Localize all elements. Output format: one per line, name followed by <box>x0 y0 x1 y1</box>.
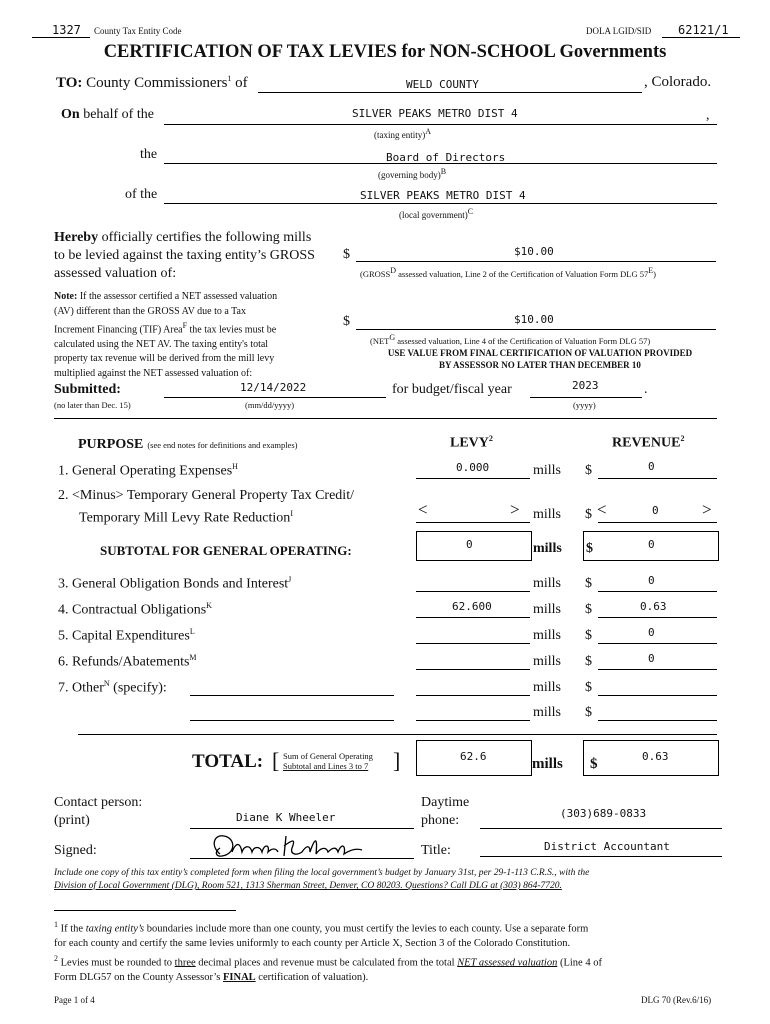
taxing-entity-value: SILVER PEAKS METRO DIST 4 <box>352 107 518 120</box>
row7b-levy-line <box>416 720 530 721</box>
budget-year: 2023 <box>572 379 599 392</box>
contact-person-label: Contact person: (print) <box>54 795 143 828</box>
total-label: TOTAL: <box>192 751 264 772</box>
row1-revenue-line <box>598 478 717 479</box>
row-contractual-revenue: 0.63 <box>640 600 667 613</box>
row2-dollar: $ <box>585 507 592 522</box>
submitted-label: Submitted: <box>54 382 121 397</box>
phone-value: (303)689-0833 <box>560 807 647 820</box>
net-dollar: $ <box>343 314 350 329</box>
row7-mills: mills <box>533 680 562 695</box>
subtotal-levy: 0 <box>466 538 473 551</box>
total-bracket-close: ] <box>393 748 401 773</box>
gross-value: $10.00 <box>514 245 554 258</box>
row2-mills: mills <box>533 507 562 522</box>
row-general-operating-label: 1. General Operating Expenses$^H$ <box>58 462 238 479</box>
revenue-header: REVENUE$^2$ <box>612 434 685 451</box>
local-government-caption: (local government)$^C$ <box>399 207 474 220</box>
submitted-date-line <box>164 397 386 398</box>
row7-specify-line-1 <box>190 695 394 696</box>
net-value: $10.00 <box>514 313 554 326</box>
row-refunds-revenue: 0 <box>648 652 655 665</box>
total-note: Sum of General Operating Subtotal and Lines 3 to 7 <box>283 751 373 771</box>
submitted-date: 12/14/2022 <box>240 381 307 394</box>
row3-levy-line <box>416 591 530 592</box>
governing-body-line <box>164 163 717 164</box>
row-capital-revenue: 0 <box>648 626 655 639</box>
row4-dollar: $ <box>585 602 592 617</box>
governing-body-caption: (governing body)$^B$ <box>378 167 447 180</box>
row7-levy-line <box>416 695 530 696</box>
row-contractual-levy: 62.600 <box>452 600 492 613</box>
subtotal-label: SUBTOTAL FOR GENERAL OPERATING: <box>100 543 352 558</box>
row7-revenue-line <box>598 695 717 696</box>
row5-levy-line <box>416 643 530 644</box>
row-other-label: 7. Other$^N$ (specify): <box>58 679 167 696</box>
submitted-sub: (no later than Dec. 15) <box>54 400 131 410</box>
budget-label: for budget/fiscal year <box>392 382 512 397</box>
behalf-comma: , <box>706 108 710 123</box>
row2-levy-lt: < <box>418 500 428 519</box>
row2-revenue-line <box>598 522 717 523</box>
phone-label: Daytime phone: <box>421 795 470 828</box>
row1-dollar: $ <box>585 463 592 478</box>
total-levy: 62.6 <box>460 750 487 763</box>
section-divider <box>54 418 717 419</box>
budget-year-caption: (yyyy) <box>573 400 596 410</box>
entity-code-line <box>32 37 90 38</box>
gross-line <box>356 261 716 262</box>
subtotal-dollar: $ <box>586 541 593 556</box>
row-go-bonds-revenue: 0 <box>648 574 655 587</box>
total-divider <box>78 734 717 735</box>
lgid-value: 62121/1 <box>678 23 729 37</box>
row1-levy-line <box>416 478 530 479</box>
row7b-dollar: $ <box>585 705 592 720</box>
row-contractual-label: 4. Contractual Obligations$^K$ <box>58 601 212 618</box>
row4-mills: mills <box>533 602 562 617</box>
row7b-revenue-line <box>598 720 717 721</box>
row3-revenue-line <box>598 591 717 592</box>
note-text: Note: If the assessor certified a NET assessed valuation (AV) different than the GROSS AV due to a Tax Increment Financing (TIF) Area$^F$ the tax levies must be calculated using the NET AV. The taxing entity's total property tax revenue will be derived from the mill levy multiplied against the NET assessed valuation of: <box>54 291 278 379</box>
county-line <box>258 92 642 93</box>
row-temp-credit-label: 2. <Minus> Temporary General Property Tax Credit/ Temporary Mill Levy Rate Reduction$^I$ <box>58 488 354 526</box>
subtotal-revenue: 0 <box>648 538 655 551</box>
of-the-label: of the <box>125 187 158 202</box>
the-label: the <box>140 147 158 162</box>
page-number: Page 1 of 4 <box>54 995 95 1005</box>
signed-label: Signed: <box>54 843 97 858</box>
row3-mills: mills <box>533 576 562 591</box>
row6-mills: mills <box>533 654 562 669</box>
row7b-mills: mills <box>533 705 562 720</box>
row2-rev-lt: < <box>597 500 607 519</box>
row5-mills: mills <box>533 628 562 643</box>
form-number: DLG 70 (Rev.6/16) <box>641 995 712 1005</box>
lgid-label: DOLA LGID/SID <box>586 26 652 36</box>
subtotal-levy-box <box>416 531 532 561</box>
row6-levy-line <box>416 669 530 670</box>
lgid-line <box>662 37 740 38</box>
row-general-operating-revenue: 0 <box>648 460 655 473</box>
row5-dollar: $ <box>585 628 592 643</box>
to-label: TO: County Commissioners$^1$ of <box>56 74 248 91</box>
subtotal-mills: mills <box>533 541 562 556</box>
signature-image <box>206 826 376 862</box>
filing-instructions: Include one copy of this tax entity’s completed form when filing the local government’s budget by January 31st, per 29-1-113 C.R.S., with the Division of Local Government (DLG), Room 521, 1313 Sherman Street, Denver, CO 80203. Questions? Call DLG at (303) 864-7720. <box>54 868 590 891</box>
total-bracket-open: [ <box>272 748 280 773</box>
title-label: Title: <box>421 843 451 858</box>
taxing-entity-caption: (taxing entity)$^A$ <box>374 127 432 140</box>
behalf-label: On behalf of the <box>61 107 154 122</box>
total-mills: mills <box>532 756 563 772</box>
net-caption: ($NET^G$ assessed valuation, Line 4 of the Certification of Valuation Form DLG 57) <box>370 333 651 346</box>
row2-rev-gt: > <box>702 500 712 519</box>
row3-dollar: $ <box>585 576 592 591</box>
submitted-date-caption: (mm/dd/yyyy) <box>245 400 295 410</box>
row-go-bonds-label: 3. General Obligation Bonds and Interest$^J$ <box>58 575 292 592</box>
row2-levy-line <box>416 522 530 523</box>
local-government-value: SILVER PEAKS METRO DIST 4 <box>360 189 526 202</box>
use-value-note: USE VALUE FROM FINAL CERTIFICATION OF VALUATION PROVIDED BY ASSESSOR NO LATER THAN DECEMBER 10 <box>387 348 693 370</box>
governing-body-value: Board of Directors <box>386 151 506 164</box>
budget-year-line <box>530 397 642 398</box>
total-dollar: $ <box>590 756 598 772</box>
entity-code-label: County Tax Entity Code <box>94 26 182 36</box>
gross-dollar: $ <box>343 247 350 262</box>
signature-line <box>190 858 414 859</box>
contact-person-value: Diane K Wheeler <box>236 811 336 824</box>
hereby-text: Hereby officially certifies the following mills to be levied against the taxing entity’s GROSS assessed valuation of: <box>54 230 315 281</box>
colorado-suffix: , Colorado. <box>644 74 712 90</box>
footnotes: $^1$ If the taxing entity’s boundaries include more than one county, you must certify the levies to each county. Use a separate form for each county and certify the same levies uniformly to each county per Article X, Section 3 of the Colorado Constitution. $^2$ Levies must be rounded to three decimal places and revenue must be calculated from the total NET assessed valuation (Line 4 of Form DLG57 on the County Assessor’s FINAL certification of valuation). <box>54 920 602 983</box>
row6-revenue-line <box>598 669 717 670</box>
row6-dollar: $ <box>585 654 592 669</box>
title-value: District Accountant <box>544 840 670 853</box>
row2-levy-gt: > <box>510 500 520 519</box>
row5-revenue-line <box>598 643 717 644</box>
row-refunds-label: 6. Refunds/Abatements$^M$ <box>58 653 197 670</box>
row4-levy-line <box>416 617 530 618</box>
row-temp-credit-revenue: 0 <box>652 504 659 517</box>
levy-header: LEVY$^2$ <box>450 434 493 451</box>
net-line <box>356 329 716 330</box>
row1-mills: mills <box>533 463 562 478</box>
row7-dollar: $ <box>585 680 592 695</box>
row-general-operating-levy: 0.000 <box>456 461 490 474</box>
page-title: CERTIFICATION OF TAX LEVIES for NON-SCHOOL Governments <box>103 42 667 62</box>
phone-line <box>480 828 722 829</box>
row7-specify-line-2 <box>190 720 394 721</box>
row4-revenue-line <box>598 617 717 618</box>
budget-period: . <box>644 382 648 397</box>
title-line <box>480 856 722 857</box>
row-capital-label: 5. Capital Expenditures$^L$ <box>58 627 195 644</box>
purpose-header: PURPOSE (see end notes for definitions and examples) <box>78 437 298 452</box>
entity-code: 1327 <box>52 23 81 37</box>
total-revenue: 0.63 <box>642 750 669 763</box>
local-government-line <box>164 203 717 204</box>
taxing-entity-line <box>164 124 717 125</box>
county-value: WELD COUNTY <box>406 78 479 91</box>
footnote-divider <box>54 910 236 911</box>
gross-caption: ($GROSS^D$ assessed valuation, Line 2 of the Certification of Valuation Form DLG $57^E$) <box>360 266 656 279</box>
